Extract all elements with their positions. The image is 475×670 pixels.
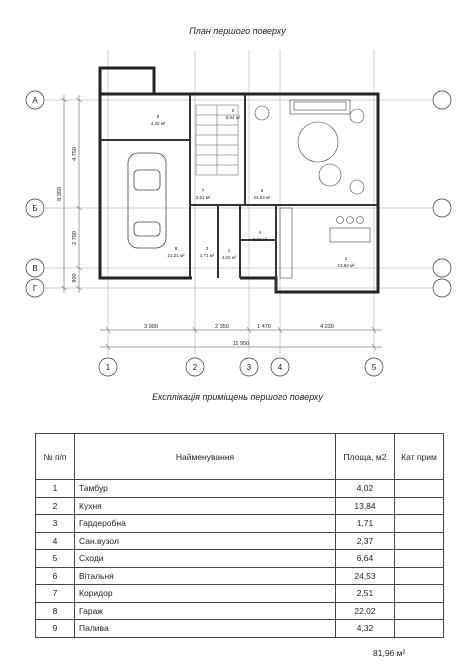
explication-table [35,433,444,638]
row-num: 3 [36,515,75,533]
row-name: Коридор [75,585,336,603]
row-num: 7 [36,585,75,603]
table-header-row [36,434,444,480]
header-category: Кат прим [395,434,444,480]
table-row [36,480,444,498]
axis-col-label: 3 [246,363,252,372]
axis-row-label: А [32,96,38,105]
total-area: 81,96 м² [373,648,406,658]
row-category [395,567,444,585]
room-tag-area: 13,84 м² [337,263,355,268]
row-category [395,515,444,533]
header-name: Найменування [75,434,336,480]
row-area: 13,84 [336,497,395,515]
table-row [36,497,444,515]
row-num: 9 [36,620,75,638]
room-tag-number: 3 [205,246,209,251]
row-area: 24,53 [336,567,395,585]
room-tag-number: 7 [201,188,205,193]
row-area: 4,02 [336,480,395,498]
room-tag-number: 8 [174,246,178,251]
room-tag-area: 6,64 м² [225,115,241,120]
row-num: 2 [36,497,75,515]
axis-col-label: 2 [192,363,198,372]
dimension-total-label: 8 350 [57,187,63,201]
axis-col-label: 1 [105,363,111,372]
row-name: Вітальня [75,567,336,585]
dimension-label: 2 350 [215,324,229,330]
room-tag-area: 4,32 м² [150,121,166,126]
kitchen-counter [280,208,370,278]
table-row [36,532,444,550]
row-name: Гараж [75,602,336,620]
axis-col-label: 4 [277,363,283,372]
room-tag-area: 2,51 м² [195,195,211,200]
axis-row-label: Б [32,204,38,213]
row-category [395,620,444,638]
axis-col-label: 5 [371,363,377,372]
row-num: 8 [36,602,75,620]
room-tag-area: 2,37 м² [252,237,268,242]
dimension-total-label: 11 950 [232,341,250,347]
row-num: 1 [36,480,75,498]
interior-walls [100,94,378,292]
row-area: 22,02 [336,602,395,620]
row-area: 1,71 [336,515,395,533]
grid-lines [45,50,440,355]
row-name: Кухня [75,497,336,515]
dimension-label: 1 470 [257,324,271,330]
dimension-label: 3 900 [144,324,158,330]
row-area: 6,64 [336,550,395,568]
axis-row-label: Г [32,284,38,293]
row-name: Тамбур [75,480,336,498]
row-category [395,532,444,550]
car-icon [128,153,166,248]
dimension-label: 4 750 [72,147,78,161]
header-area: Площа, м2 [336,434,395,480]
sofa-icon [290,100,350,114]
table-row [36,567,444,585]
floor-plan [0,40,475,385]
axis-row-label: В [32,264,38,273]
header-num: № п/п [36,434,75,480]
row-num: 6 [36,567,75,585]
row-category [395,480,444,498]
room-tag-area: 4,02 м² [221,255,237,260]
row-area: 2,37 [336,532,395,550]
row-area: 2,51 [336,585,395,603]
room-tag-number: 5 [231,108,235,113]
room-tag-area: 1,71 м² [199,253,215,258]
room-tag-number: 6 [260,188,264,193]
row-name: Палива [75,620,336,638]
row-category [395,497,444,515]
row-num: 4 [36,532,75,550]
row-name: Сходи [75,550,336,568]
table-row [36,620,444,638]
plant-icon [255,106,364,194]
row-area: 4,32 [336,620,395,638]
room-tag-number: 4 [258,230,262,235]
vertical-dimensions [61,95,82,293]
plan-title: План першого поверху [189,26,286,36]
room-tag-area: 21,21 м² [167,253,185,258]
table-row [36,602,444,620]
room-tag-number: 2 [344,256,348,261]
dimension-label: 2 700 [72,231,78,245]
axis-col-bubbles [99,358,383,376]
row-num: 5 [36,550,75,568]
table-row [36,515,444,533]
row-category [395,585,444,603]
room-tag-area: 24,53 м² [253,195,271,200]
dimension-label: 900 [72,273,78,283]
row-name: Гардеробна [75,515,336,533]
table-row [36,550,444,568]
room-tag-number: 1 [227,248,231,253]
row-name: Сан.вузол [75,532,336,550]
row-category [395,550,444,568]
table-round-icon [298,122,341,186]
room-tag-number: 9 [156,114,160,119]
table-row [36,585,444,603]
axis-row-bubbles [26,91,451,297]
row-category [395,602,444,620]
explication-title: Експлікація приміщень першого поверху [152,392,323,402]
dimension-label: 4 230 [320,324,334,330]
